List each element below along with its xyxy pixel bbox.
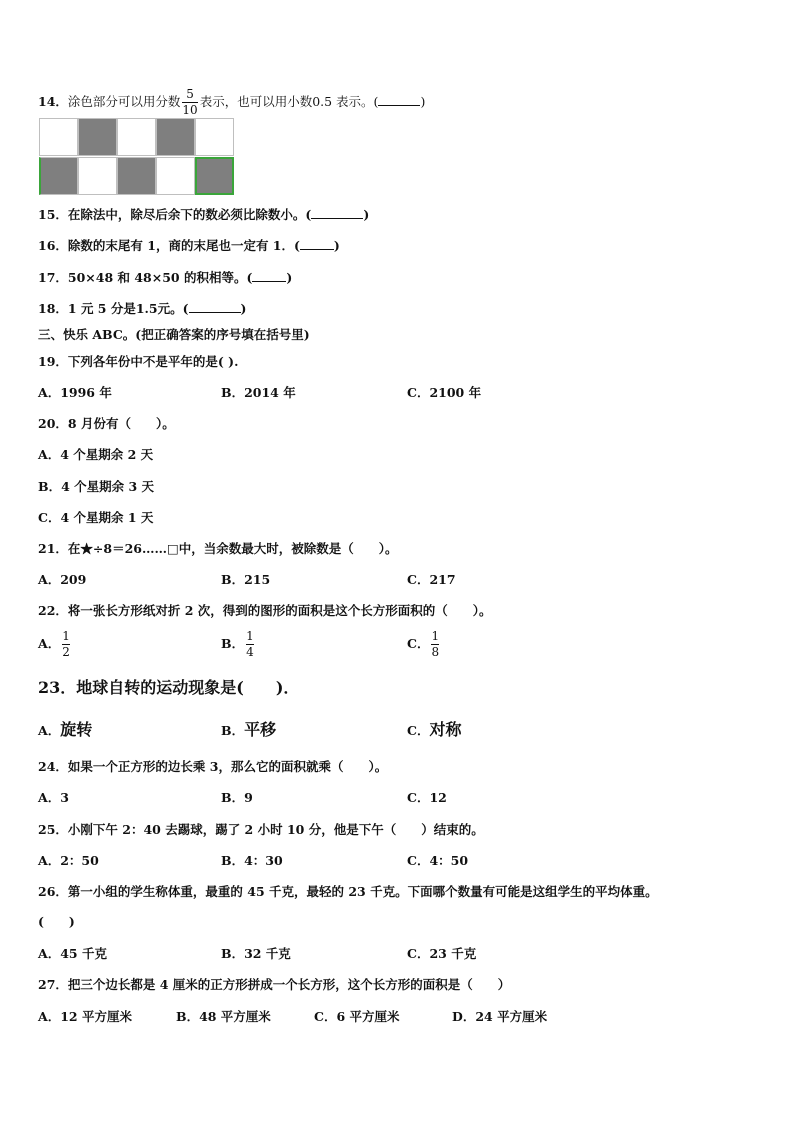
option-a[interactable]: A．12 平方厘米 <box>38 1009 132 1024</box>
option-a[interactable]: A．4 个星期余 2 天 <box>38 447 154 462</box>
option-c[interactable]: C．6 平方厘米 <box>314 1009 400 1024</box>
section-heading: 三、快乐 ABC。(把正确答案的序号填在括号里) <box>38 327 310 342</box>
option-a[interactable]: A．1996 年 <box>38 385 112 400</box>
question-24: 24．如果一个正方形的边长乘 3，那么它的面积就乘（ ）。 <box>38 759 388 774</box>
option-b[interactable]: B．4：30 <box>221 853 283 868</box>
question-26: 26．第一小组的学生称体重，最重的 45 千克，最轻的 23 千克。下面哪个数量有可能是这组学生的平均体重。 <box>38 884 658 899</box>
q14-text-pre: 涂色部分可以用分数 <box>67 94 181 109</box>
option-b[interactable]: B．32 千克 <box>221 946 291 961</box>
option-c[interactable]: C．23 千克 <box>407 946 477 961</box>
answer-blank[interactable] <box>189 301 241 313</box>
option-a[interactable]: A．3 <box>38 790 69 805</box>
question-22: 22．将一张长方形纸对折 2 次，得到的图形的面积是这个长方形面积的（ ）。 <box>38 603 492 618</box>
question-16: 16．除数的末尾有 1，商的末尾也一定有 1．( ) <box>38 238 340 253</box>
shaded-grid-figure <box>39 118 237 196</box>
question-20: 20．8 月份有（ ）。 <box>38 416 175 431</box>
grid-cell-shaded <box>117 157 156 195</box>
grid-cell-shaded-selected[interactable] <box>195 157 234 195</box>
answer-blank[interactable] <box>300 238 334 250</box>
option-b[interactable]: B．9 <box>221 790 253 805</box>
option-c[interactable]: C． $\frac{1}{8}$ <box>407 629 440 659</box>
grid-cell-shaded <box>156 118 195 156</box>
answer-blank[interactable] <box>311 207 363 219</box>
question-18: 18．1 元 5 分是1.5元。( ) <box>38 301 247 316</box>
fraction-denominator: 10 <box>182 103 198 117</box>
option-a[interactable]: A．45 千克 <box>38 946 107 961</box>
option-c[interactable]: C．2100 年 <box>407 385 482 400</box>
grid-cell-shaded <box>39 157 78 195</box>
option-c[interactable]: C．4：50 <box>407 853 469 868</box>
fraction-1-2: $\frac{1}{2}$ <box>62 629 70 659</box>
question-21: 21．在★÷8＝26……□中，当余数最大时，被除数是（ ）。 <box>38 541 398 556</box>
question-14: 14．涂色部分可以用分数 $\frac{5}{10}$ 表示，也可以用小数0.5 表示。( ) <box>38 87 426 117</box>
option-a[interactable]: A．2：50 <box>38 853 99 868</box>
answer-blank[interactable] <box>252 270 286 282</box>
option-b[interactable]: B．48 平方厘米 <box>176 1009 271 1024</box>
option-c[interactable]: C．对称 <box>407 720 462 739</box>
fraction-1-4: $\frac{1}{4}$ <box>246 629 254 659</box>
grid-cell <box>117 118 156 156</box>
option-c[interactable]: C．4 个星期余 1 天 <box>38 510 154 525</box>
question-17: 17．50×48 和 48×50 的积相等。( ) <box>38 270 293 285</box>
option-d[interactable]: D．24 平方厘米 <box>452 1009 548 1024</box>
option-a[interactable]: A．209 <box>38 572 87 587</box>
fraction-5-10 <box>182 88 197 117</box>
grid-cell <box>195 118 234 156</box>
question-15: 15．在除法中，除尽后余下的数必须比除数小。( ) <box>38 207 370 222</box>
grid-cell-shaded <box>78 118 117 156</box>
option-b[interactable]: B．2014 年 <box>221 385 296 400</box>
option-a[interactable]: A． $\frac{1}{2}$ <box>38 629 70 659</box>
question-23: 23．地球自转的运动现象是( )． <box>38 678 300 697</box>
fraction-numerator: 5 <box>186 87 194 101</box>
fraction-1-8: $\frac{1}{8}$ <box>431 629 440 659</box>
answer-blank[interactable] <box>378 94 420 106</box>
option-b[interactable]: B． $\frac{1}{4}$ <box>221 629 254 659</box>
option-a[interactable]: A．旋转 <box>38 720 93 739</box>
q14-text-post: 表示，也可以用小数0.5 表示。( <box>199 94 379 109</box>
option-b[interactable]: B．4 个星期余 3 天 <box>38 479 155 494</box>
grid-cell <box>39 118 78 156</box>
grid-cell <box>78 157 117 195</box>
option-b[interactable]: B．平移 <box>221 720 277 739</box>
grid-cell <box>156 157 195 195</box>
option-c[interactable]: C．217 <box>407 572 456 587</box>
option-c[interactable]: C．12 <box>407 790 447 805</box>
question-25: 25．小刚下午 2：40 去踢球，踢了 2 小时 10 分，他是下午（ ）结束的。 <box>38 822 484 837</box>
question-19: 19．下列各年份中不是平年的是( ). <box>38 354 239 369</box>
option-b[interactable]: B．215 <box>221 572 271 587</box>
q14-number: 14． <box>38 94 68 109</box>
question-27: 27．把三个边长都是 4 厘米的正方形拼成一个长方形，这个长方形的面积是（ ） <box>38 977 511 992</box>
question-26-bracket: ( ) <box>38 914 75 929</box>
